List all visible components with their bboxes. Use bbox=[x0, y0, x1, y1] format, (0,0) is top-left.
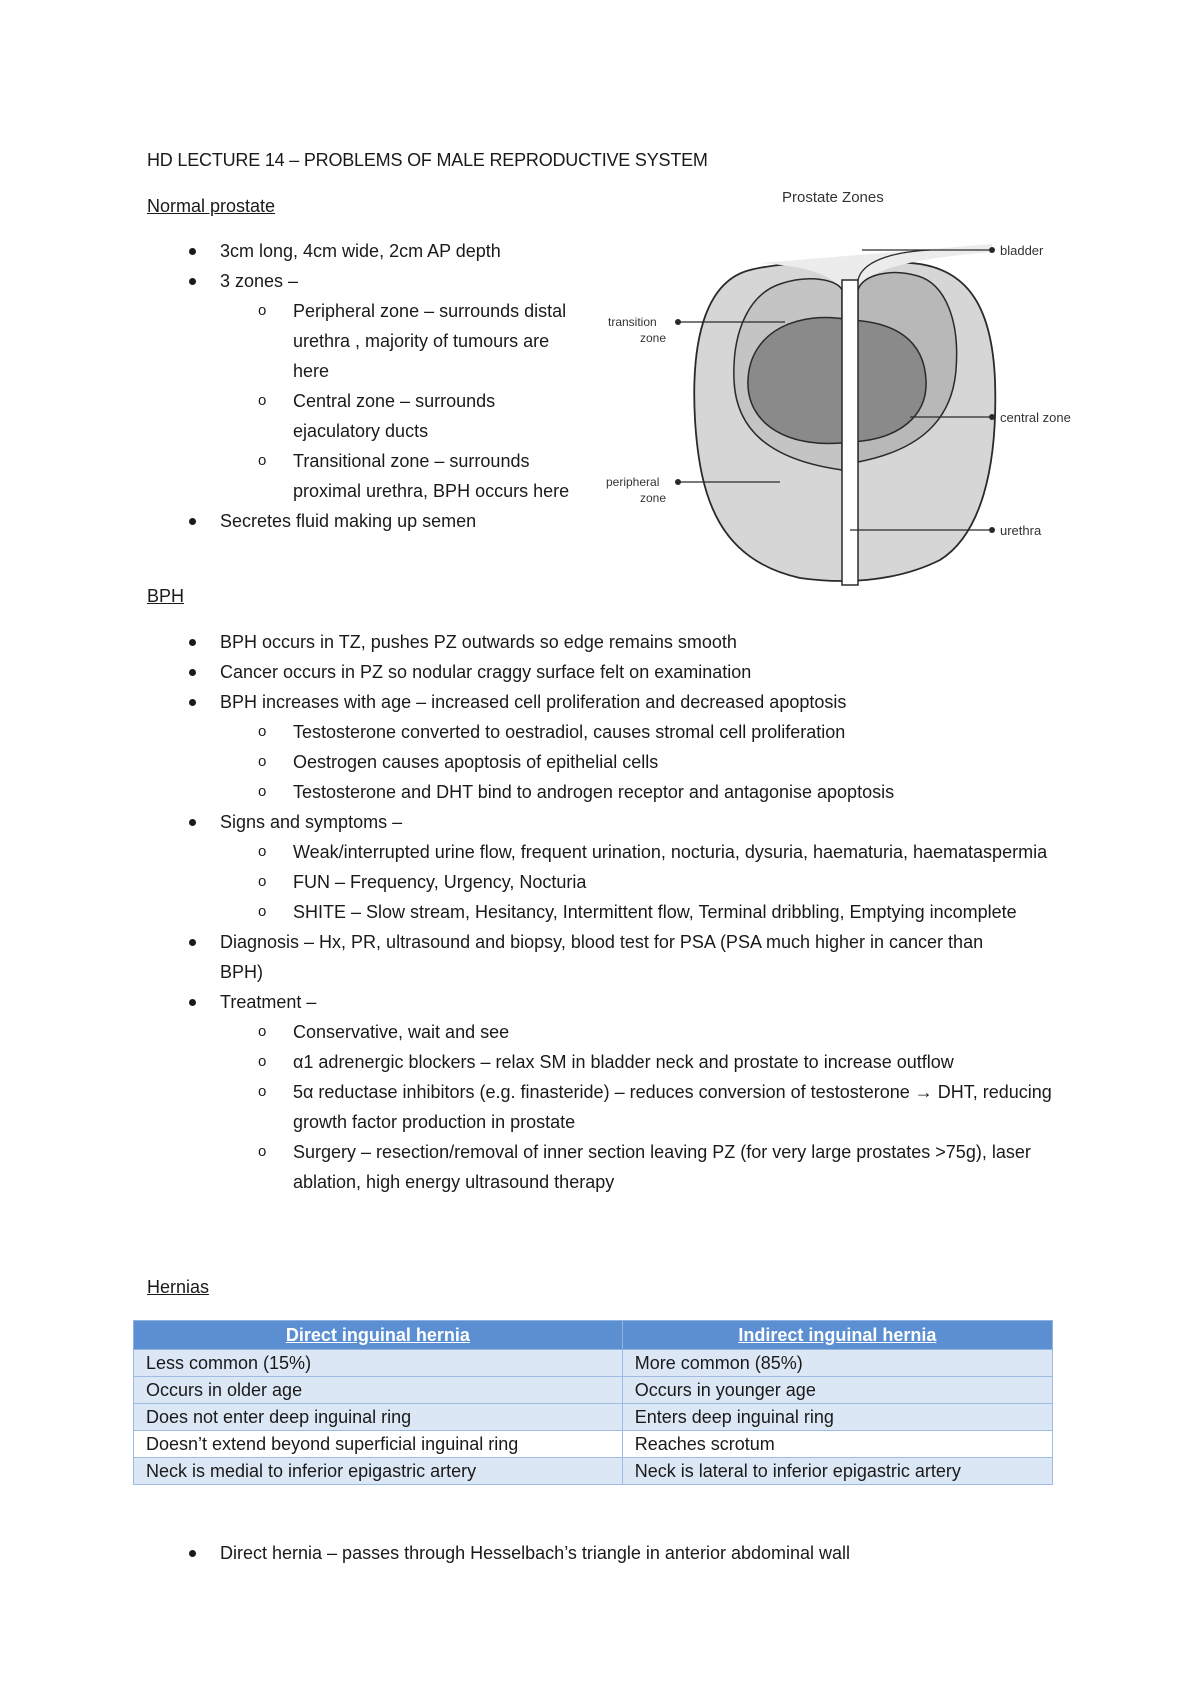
table-header-indirect: Indirect inguinal hernia bbox=[622, 1321, 1052, 1350]
table-row bbox=[134, 1350, 1053, 1377]
table-cell: Occurs in younger age bbox=[622, 1377, 1052, 1404]
table-cell: Neck is lateral to inferior epigastric artery bbox=[622, 1458, 1052, 1485]
bladder-label: bladder bbox=[1000, 243, 1044, 258]
section-heading-hernias: Hernias bbox=[147, 1277, 210, 1297]
sub-list bbox=[220, 837, 1067, 927]
table-row bbox=[134, 1404, 1053, 1431]
table-cell: Enters deep inguinal ring bbox=[622, 1404, 1052, 1431]
normal-prostate-list bbox=[147, 236, 570, 536]
list-item: 3cm long, 4cm wide, 2cm AP depth bbox=[147, 236, 567, 266]
hernia-list bbox=[147, 1538, 1067, 1568]
sub-list-item: o Peripheral zone – surrounds distal urethra , majority of tumours are here bbox=[220, 296, 573, 386]
sub-list-item: o Testosterone and DHT bind to androgen receptor and antagonise apoptosis bbox=[220, 777, 1067, 807]
hernia-comparison-table bbox=[133, 1320, 1053, 1485]
sub-list-item: o Transitional zone – surrounds proximal urethra, BPH occurs here bbox=[220, 446, 573, 506]
table-cell: Does not enter deep inguinal ring bbox=[134, 1404, 623, 1431]
peripheral-label-line2: zone bbox=[640, 491, 667, 505]
table-header-row bbox=[134, 1321, 1053, 1350]
list-item: Secretes fluid making up semen bbox=[147, 506, 567, 536]
table-row bbox=[134, 1377, 1053, 1404]
list-item: Direct hernia – passes through Hesselbach’s triangle in anterior abdominal wall bbox=[147, 1538, 1067, 1568]
sub-list-item: o Testosterone converted to oestradiol, causes stromal cell proliferation bbox=[220, 717, 1067, 747]
page-title: HD LECTURE 14 – PROBLEMS OF MALE REPRODUCTIVE SYSTEM bbox=[147, 150, 708, 170]
section-heading-bph: BPH bbox=[147, 586, 185, 606]
sub-list bbox=[220, 717, 1067, 807]
sub-list-item: o Surgery – resection/removal of inner section leaving PZ (for very large prostates >75g), laser ablation, high energy ultrasound therapy bbox=[220, 1137, 1073, 1197]
urethra-shape bbox=[842, 280, 858, 585]
table-header-direct: Direct inguinal hernia bbox=[134, 1321, 623, 1350]
transition-zone-shape bbox=[748, 318, 926, 444]
table-row bbox=[134, 1431, 1053, 1458]
table-cell: More common (85%) bbox=[622, 1350, 1052, 1377]
list-item: Signs and symptoms – o Weak/interrupted urine flow, frequent urination, nocturia, dysuria, haematuria, haemataspermia o FUN – Frequency, Urgency, Nocturia o SHITE – Slow stream, Hesitancy, Intermittent flow, Terminal dribbling, Emptying incomplete bbox=[147, 807, 1067, 927]
sub-list-item: o α1 adrenergic blockers – relax SM in bladder neck and prostate to increase outflow bbox=[220, 1047, 1067, 1077]
transition-label-line2: zone bbox=[640, 331, 667, 345]
sub-list-item: o 5α reductase inhibitors (e.g. finasteride) – reduces conversion of testosterone → DHT, reducing growth factor production in prostate bbox=[220, 1077, 1073, 1137]
list-item: BPH increases with age – increased cell proliferation and decreased apoptosis o Testosterone converted to oestradiol, causes stromal cell proliferation o Oestrogen causes apoptosis of epithelial cells o Testosterone and DHT bind to androgen receptor and antagonise apoptosis bbox=[147, 687, 1067, 807]
table-row bbox=[134, 1458, 1053, 1485]
transition-label: transition bbox=[608, 315, 657, 329]
list-item: 3 zones – o Peripheral zone – surrounds distal urethra , majority of tumours are here o Central zone – surrounds ejaculatory ducts o Transitional zone – surrounds proximal urethra, BPH occurs here bbox=[147, 266, 567, 506]
sub-list-item: o Weak/interrupted urine flow, frequent urination, nocturia, dysuria, haematuria, haemataspermia bbox=[220, 837, 1073, 867]
table-cell: Doesn’t extend beyond superficial inguinal ring bbox=[134, 1431, 623, 1458]
sub-list-item: o Central zone – surrounds ejaculatory ducts bbox=[220, 386, 573, 446]
list-item: Diagnosis – Hx, PR, ultrasound and biopsy, blood test for PSA (PSA much higher in cancer than BPH) bbox=[147, 927, 1020, 987]
urethra-label: urethra bbox=[1000, 523, 1042, 538]
sub-list-item: o Conservative, wait and see bbox=[220, 1017, 1067, 1047]
sub-list-item: o FUN – Frequency, Urgency, Nocturia bbox=[220, 867, 1067, 897]
table-cell: Occurs in older age bbox=[134, 1377, 623, 1404]
prostate-zones-diagram bbox=[600, 180, 1080, 600]
list-item: Treatment – o Conservative, wait and see o α1 adrenergic blockers – relax SM in bladder neck and prostate to increase outflow o 5α reductase inhibitors (e.g. finasteride) – reduces conversion of testosterone → DHT, reducing growth factor production in prostate o Surgery – resection/removal of inner section leaving PZ (for very large prostates >75g), laser ablation, high energy ultrasound therapy bbox=[147, 987, 1067, 1197]
list-item: BPH occurs in TZ, pushes PZ outwards so edge remains smooth bbox=[147, 627, 1067, 657]
figure-title: Prostate Zones bbox=[782, 189, 884, 206]
table-cell: Reaches scrotum bbox=[622, 1431, 1052, 1458]
central-zone-label: central zone bbox=[1000, 410, 1071, 425]
sub-list-item: o Oestrogen causes apoptosis of epithelial cells bbox=[220, 747, 1067, 777]
peripheral-label: peripheral bbox=[606, 475, 660, 489]
bph-list bbox=[147, 627, 1067, 1197]
table-cell: Neck is medial to inferior epigastric artery bbox=[134, 1458, 623, 1485]
sub-list-item: o SHITE – Slow stream, Hesitancy, Intermittent flow, Terminal dribbling, Emptying incomplete bbox=[220, 897, 1073, 927]
section-heading-normal-prostate: Normal prostate bbox=[147, 196, 276, 216]
table-cell: Less common (15%) bbox=[134, 1350, 623, 1377]
list-item: Cancer occurs in PZ so nodular craggy surface felt on examination bbox=[147, 657, 1067, 687]
sub-list bbox=[220, 296, 570, 506]
sub-list bbox=[220, 1017, 1067, 1197]
